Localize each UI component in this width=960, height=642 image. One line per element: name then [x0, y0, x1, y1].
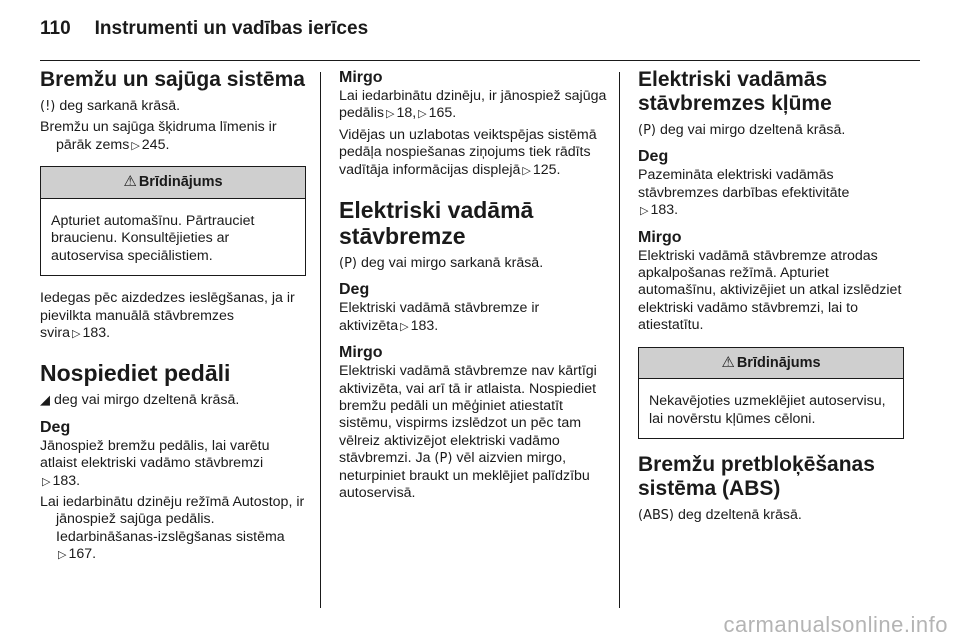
brake-warning-icon: (!) — [40, 99, 56, 114]
icon-description: deg sarkanā krāsā. — [59, 98, 181, 114]
section-title-brake-clutch: Bremžu un sajūga sistēma — [40, 68, 305, 91]
page-reference[interactable]: 183. — [410, 317, 439, 334]
page-header — [40, 18, 368, 40]
body-text: Vidējas un uzlabotas veiktspējas sistēmā pedāļa nospiešanas ziņojums tiek rādīts vadītāja informācijas displejā — [339, 126, 597, 178]
column-3 — [638, 68, 904, 528]
page-ref-arrow-icon: ▷ — [71, 326, 81, 340]
icon-description: deg dzeltenā krāsā. — [677, 507, 802, 524]
column-divider — [619, 72, 620, 608]
body-text: Elektriski vadāmā stāvbremze ir aktivizēta — [339, 300, 540, 334]
page-reference[interactable]: 18, — [396, 105, 417, 122]
warning-triangle-icon: ⚠ — [721, 353, 735, 371]
header-rule — [40, 60, 920, 61]
page-ref-arrow-icon: ▷ — [522, 163, 531, 177]
body-text: vēl aizvien mirgo, neturpiniet braukt un meklējiet palīdzību autoservisā. — [339, 450, 590, 502]
section-title-parking-brake-fault: Elektriski vadāmās stāvbremzes kļūme — [638, 68, 832, 115]
subheading-mirgo: Mirgo — [339, 344, 383, 362]
body-text: Elektriski vadāmā stāvbremze atrodas apkalpošanas režīmā. Apturiet automašīnu, aktivizējiet un atkal izslēdziet elektriski vadāmo stāvbremzi, lai to atiestatītu. — [638, 247, 902, 334]
page-title: Instrumenti un vadības ierīces — [94, 18, 369, 39]
warning-text: Nekavējoties uzmeklējiet autoservisu, lai novērstu kļūmes cēloni. — [649, 393, 886, 427]
warning-text: Apturiet automašīnu. Pārtrauciet braucienu. Konsultējieties ar autoservisa speciālistiem. — [51, 212, 255, 264]
watermark: carmanualsonline.info — [723, 612, 948, 637]
foot-pedal-icon: ◢ — [40, 393, 50, 409]
body-text: Lai iedarbinātu dzinēju režīmā Autostop, ir jānospiež sajūga pedālis. Iedarbināšanas-izslēgšanas sistēma — [40, 493, 305, 545]
page-ref-arrow-icon: ▷ — [42, 474, 51, 488]
body-text: Iedegas pēc aizdedzes ieslēgšanas, ja ir pievilkta manuālā stāvbremzes svira — [40, 290, 295, 341]
column-1 — [40, 68, 306, 568]
icon-description: deg vai mirgo dzeltenā krāsā. — [54, 392, 240, 409]
icon-description: deg vai mirgo sarkanā krāsā. — [360, 255, 544, 272]
body-text: Lai iedarbinātu dzinēju, ir jānospiež sajūga pedālis — [339, 88, 607, 122]
page-reference[interactable]: 183. — [52, 472, 81, 489]
warning-title: Brīdinājums — [138, 174, 223, 191]
page-reference[interactable]: 167. — [68, 546, 97, 563]
parking-brake-icon: (P) — [434, 451, 453, 467]
page-reference[interactable]: 183. — [650, 202, 679, 219]
section-title-press-pedal: Nospiediet pedāli — [40, 360, 231, 387]
page-reference[interactable]: 183. — [82, 324, 111, 341]
page-reference[interactable]: 125. — [532, 161, 561, 178]
parking-brake-fault-icon: (P) — [638, 123, 656, 138]
body-text: Pazemināta elektriski vadāmās stāvbremzes darbības efektivitāte — [638, 167, 850, 201]
page-ref-arrow-icon: ▷ — [385, 107, 395, 121]
column-2 — [339, 68, 609, 507]
icon-description: deg vai mirgo dzeltenā krāsā. — [659, 122, 846, 138]
warning-title: Brīdinājums — [736, 354, 821, 371]
body-text: Jānospiež bremžu pedālis, lai varētu atlaist elektriski vadāmo stāvbremzi — [40, 437, 270, 472]
warning-box — [40, 166, 306, 276]
page-ref-arrow-icon: ▷ — [131, 138, 140, 152]
subheading-deg: Deg — [40, 418, 71, 436]
subheading-mirgo: Mirgo — [339, 69, 383, 86]
page-ref-arrow-icon: ▷ — [418, 107, 427, 121]
abs-icon: (ABS) — [638, 508, 674, 524]
subheading-mirgo: Mirgo — [638, 228, 682, 246]
body-text: Bremžu un sajūga šķidruma līmenis ir pārāk zems — [40, 119, 277, 153]
warning-box — [638, 347, 904, 439]
page-reference[interactable]: 245. — [141, 136, 170, 153]
page-reference[interactable]: 165. — [428, 105, 457, 122]
subheading-deg: Deg — [638, 148, 669, 166]
section-title-electric-parking-brake: Elektriski vadāmā stāvbremze — [339, 197, 534, 250]
subheading-deg: Deg — [339, 281, 370, 299]
page-ref-arrow-icon: ▷ — [58, 548, 67, 562]
warning-triangle-icon: ⚠ — [123, 173, 137, 191]
parking-brake-icon: (P) — [339, 256, 357, 272]
page-number: 110 — [40, 18, 71, 39]
page-ref-arrow-icon: ▷ — [640, 204, 649, 218]
column-divider — [320, 72, 321, 608]
body-text: Elektriski vadāmā stāvbremze nav kārtīgi aktivizēta, vai arī tā ir atlaista. Nospiediet bremžu pedāli un mēģiniet atiestatīt sistēmu, vispirms izslēdzot un pēc tam vēlreiz aktivizējot elektriski vadāmo stāvbremzi. Ja — [339, 363, 597, 467]
page-ref-arrow-icon: ▷ — [400, 319, 409, 333]
section-title-abs: Bremžu pretbloķēšanas sistēma (ABS) — [638, 453, 875, 501]
